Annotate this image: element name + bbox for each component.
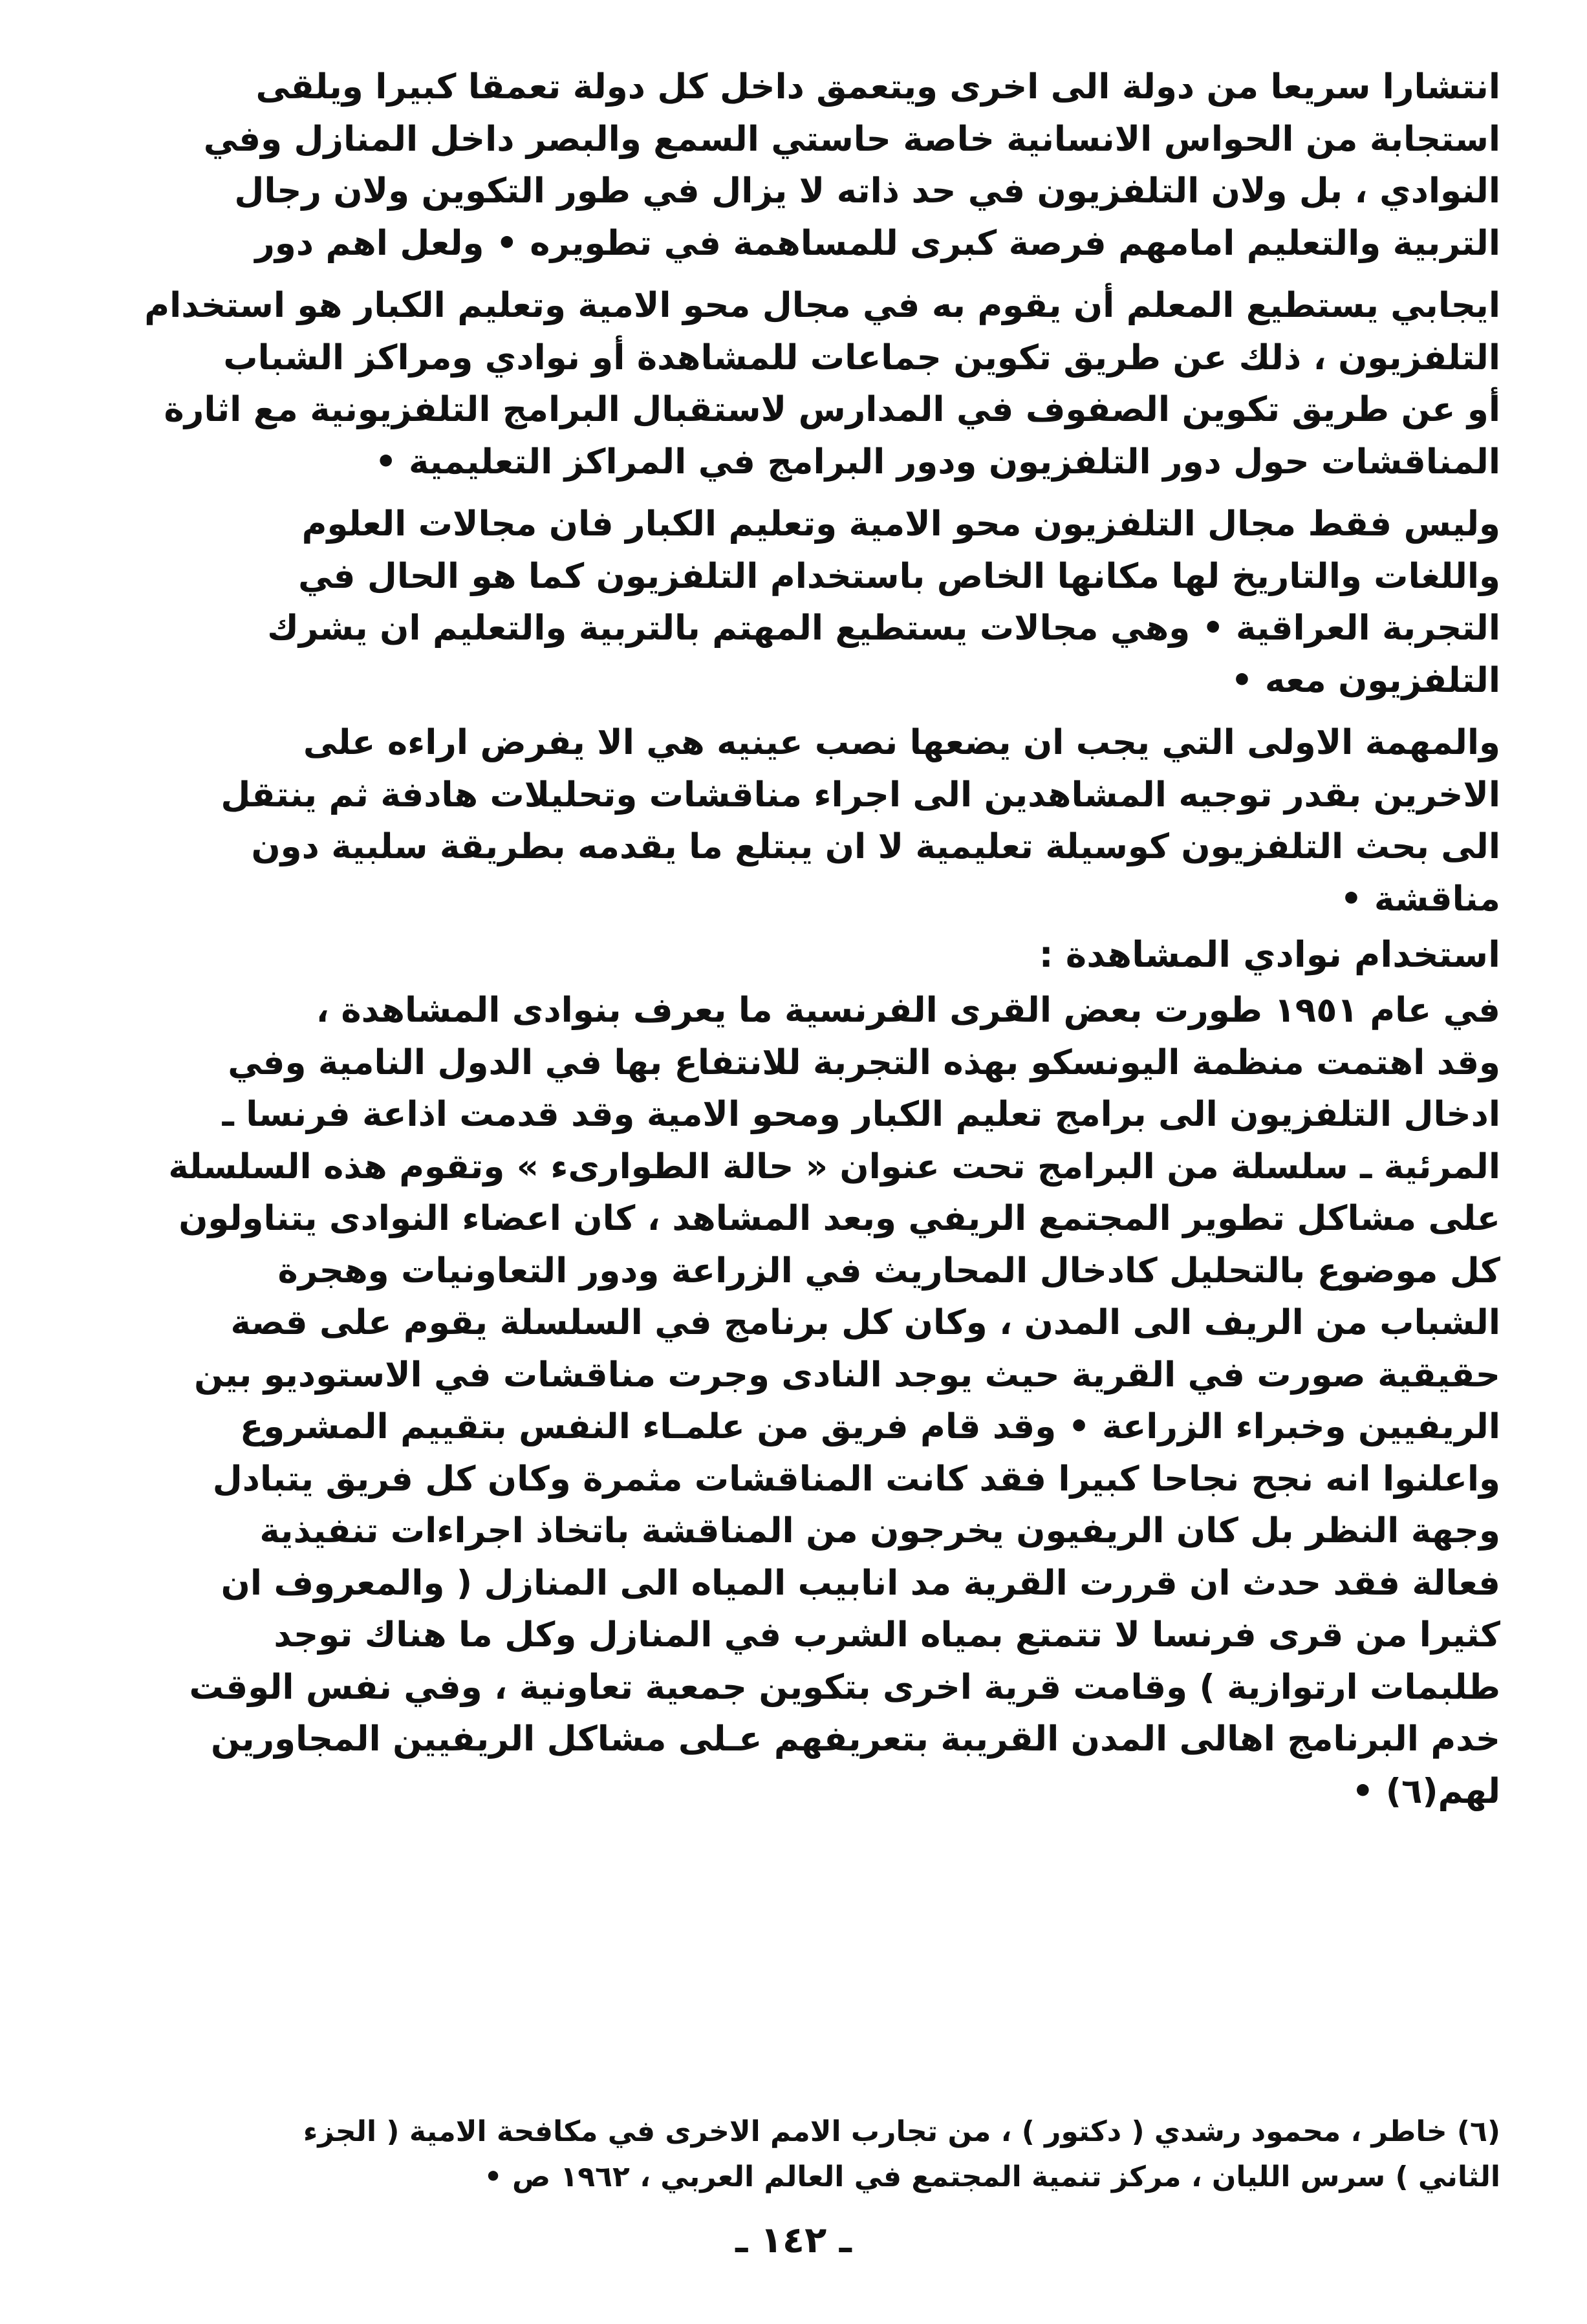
text-line: النوادي ، بل ولان التلفزيون في حد ذاته لا يزال في طور التكوين ولان رجال bbox=[234, 171, 1500, 211]
document-page bbox=[97, 61, 1500, 1818]
paragraph-2 bbox=[97, 280, 1500, 488]
text-line: على مشاكل تطوير المجتمع الريفي وبعد المشاهد ، كان اعضاء النوادى يتناولون bbox=[178, 1199, 1500, 1238]
text-line: طلبمات ارتوازية ) وقامت قرية اخرى بتكوين جمعية تعاونية ، وفي نفس الوقت bbox=[189, 1667, 1500, 1707]
text-line: واعلنوا انه نجح نجاحا كبيرا فقد كانت المناقشات مثمرة وكان كل فريق يتبادل bbox=[212, 1459, 1500, 1499]
text-line: المناقشات حول دور التلفزيون ودور البرامج في المراكز التعليمية • bbox=[374, 442, 1500, 482]
text-line: واللغات والتاريخ لها مكانها الخاص باستخدام التلفزيون كما هو الحال في bbox=[298, 556, 1500, 596]
paragraph-1 bbox=[97, 61, 1500, 270]
paragraph-5 bbox=[97, 985, 1500, 1818]
text-line: وجهة النظر بل كان الريفيون يخرجون من المناقشة باتخاذ اجراءات تنفيذية bbox=[259, 1511, 1500, 1551]
text-line: الاخرين بقدر توجيه المشاهدين الى اجراء مناقشات وتحليلات هادفة ثم ينتقل bbox=[221, 775, 1500, 815]
footnote bbox=[97, 2109, 1500, 2200]
page-number: ـ ١٤٢ ـ bbox=[735, 2219, 852, 2261]
paragraph-3 bbox=[97, 499, 1500, 707]
text-line: وقد اهتمت منظمة اليونسكو بهذه التجربة للانتفاع بها في الدول النامية وفي bbox=[228, 1042, 1500, 1082]
text-line: خدم البرنامج اهالى المدن القريبة بتعريفهم عـلى مشاكل الريفيين المجاورين bbox=[210, 1719, 1500, 1759]
text-line: الشباب من الريف الى المدن ، وكان كل برنامج في السلسلة يقوم على قصة bbox=[230, 1303, 1500, 1342]
footnote-line: (٦) خاطر ، محمود رشدي ( دكتور ) ، من تجارب الامم الاخرى في مكافحة الامية ( الجزء bbox=[303, 2115, 1500, 2148]
text-line: حقيقية صورت في القرية حيث يوجد النادى وجرت مناقشات في الاستوديو بين bbox=[194, 1355, 1500, 1395]
text-line: التلفزيون معه • bbox=[1231, 660, 1500, 700]
text-line: ايجابي يستطيع المعلم أن يقوم به في مجال محو الامية وتعليم الكبار هو استخدام bbox=[144, 286, 1500, 325]
text-line: ادخال التلفزيون الى برامج تعليم الكبار ومحو الامية وقد قدمت اذاعة فرنسا ـ bbox=[222, 1095, 1500, 1134]
text-line: كثيرا من قرى فرنسا لا تتمتع بمياه الشرب في المنازل وكل ما هناك توجد bbox=[274, 1615, 1500, 1655]
text-line: المرئية ـ سلسلة من البرامج تحت عنوان « حالة الطوارىء » وتقوم هذه السلسلة bbox=[168, 1146, 1500, 1187]
text-line: انتشارا سريعا من دولة الى اخرى ويتعمق داخل كل دولة تعمقا كبيرا ويلقى bbox=[255, 67, 1500, 107]
text-line: التلفزيون ، ذلك عن طريق تكوين جماعات للمشاهدة أو نوادي ومراكز الشباب bbox=[223, 338, 1500, 378]
text-line: مناقشة • bbox=[1340, 879, 1500, 919]
text-line: التجربة العراقية • وهي مجالات يستطيع المهتم بالتربية والتعليم ان يشرك bbox=[267, 608, 1500, 648]
section-heading: استخدام نوادي المشاهدة : bbox=[1039, 934, 1500, 975]
text-line: أو عن طريق تكوين الصفوف في المدارس لاستقبال البرامج التلفزيونية مع اثارة bbox=[164, 390, 1500, 429]
text-line: الى بحث التلفزيون كوسيلة تعليمية لا ان يبتلع ما يقدمه بطريقة سلبية دون bbox=[251, 827, 1500, 866]
text-line: الريفيين وخبراء الزراعة • وقد قام فريق من علمـاء النفس بتقييم المشروع bbox=[240, 1407, 1500, 1447]
text-line: كل موضوع بالتحليل كادخال المحاريث في الزراعة ودور التعاونيات وهجرة bbox=[277, 1251, 1500, 1291]
text-line: لهم(٦) • bbox=[1352, 1771, 1500, 1811]
text-line: وليس فقط مجال التلفزيون محو الامية وتعليم الكبار فان مجالات العلوم bbox=[301, 504, 1500, 544]
text-line: والمهمة الاولى التي يجب ان يضعها نصب عينيه هي الا يفرض اراءه على bbox=[303, 723, 1500, 762]
text-line: في عام ١٩٥١ طورت بعض القرى الفرنسية ما يعرف بنوادى المشاهدة ، bbox=[316, 991, 1500, 1030]
text-line: التربية والتعليم امامهم فرصة كبرى للمساهمة في تطويره • ولعل اهم دور bbox=[255, 223, 1500, 263]
text-line: استجابة من الحواس الانسانية خاصة حاستي السمع والبصر داخل المنازل وفي bbox=[203, 119, 1500, 159]
text-line: فعالة فقد حدث ان قررت القرية مد انابيب المياه الى المنازل ( والمعروف ان bbox=[221, 1563, 1500, 1603]
paragraph-4 bbox=[97, 717, 1500, 925]
footnote-line: الثاني ) سرس الليان ، مركز تنمية المجتمع في العالم العربي ، ١٩٦٢ ص • bbox=[484, 2160, 1500, 2193]
